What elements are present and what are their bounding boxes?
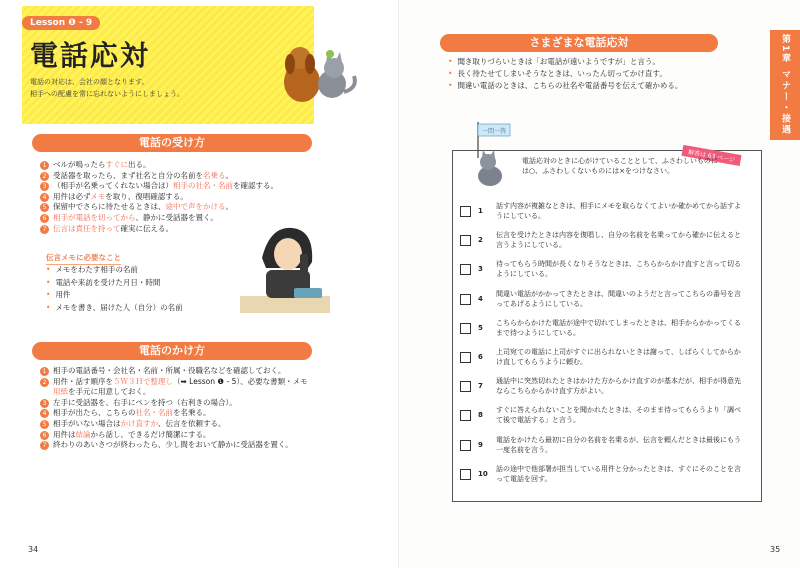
memo-requirements-list: [46, 264, 183, 314]
step-text: を取り、復唱確認する。: [105, 191, 188, 201]
question-text: こちらからかけた電話が途中で切れてしまったときは、相手からかかってくるまで待つようにしている。: [496, 318, 741, 337]
step-text: ベルが鳴ったら: [53, 160, 106, 169]
question-number: 5: [478, 323, 483, 332]
step-number: 4: [40, 409, 49, 418]
step-text: 。: [225, 202, 233, 212]
step-highlight: 社名・名前: [135, 408, 173, 418]
step-highlight: 途中で声をかける: [165, 202, 226, 212]
step-text: を名乗る。: [173, 408, 211, 418]
answer-checkbox[interactable]: [460, 410, 471, 421]
question-text: 電話をかけたら最初に自分の名前を名乗るが、伝言を頼んだときは最後にもう一度名前を言う。: [496, 435, 741, 454]
step-text: を手元に用意しておく。: [68, 387, 151, 397]
answer-checkbox[interactable]: [460, 352, 471, 363]
step-text: から話し、できるだけ簡潔にする。: [90, 429, 211, 439]
various-call-item: • 聞き取りづらいときは「お電話が遠いようですが」と言う。: [448, 56, 682, 68]
question-number: 8: [478, 411, 483, 420]
question-text: 通話中に突然切れたときはかけた方からかけ直すのが基本だが、相手が得意先ならこちらからかけ直す方がよい。: [496, 377, 741, 396]
step-highlight: すぐに: [105, 160, 128, 169]
step-number: 4: [40, 193, 49, 202]
office-worker-on-phone-illustration: [240, 218, 330, 313]
step-text: （➡ Lesson ❶ - 5）、必要な書類・メモ: [173, 376, 308, 386]
question-text: 話す内容が複雑なときは、相手にメモを取らなくてよいか確かめてから話すようにしている。: [496, 202, 741, 220]
step-number: 6: [40, 431, 49, 440]
step-text: 用件は: [53, 429, 76, 439]
various-calls-heading: さまざまな電話応対: [440, 34, 718, 52]
step-text: 受話器を取ったら、まず社名と自分の名前を: [53, 170, 203, 180]
lesson-desc-line-2: 相手への配慮を常に忘れないようにしましょう。: [30, 90, 184, 98]
question-text: 伝言を受けたときは内容を復唱し、自分の名前を名乗ってから確かに伝えると言うようにしている。: [496, 231, 741, 250]
answer-checkbox[interactable]: [460, 469, 471, 480]
step-item: [40, 419, 308, 430]
step-number: 6: [40, 214, 49, 223]
cat-with-flag-illustration: [472, 118, 518, 188]
question-number: 3: [478, 265, 483, 274]
step-text: を確認する。: [233, 181, 278, 191]
step-item: [40, 408, 308, 419]
step-item: [40, 160, 278, 171]
step-text: 確実に伝える。: [120, 223, 173, 233]
step-highlight: 相手の社名・名前: [173, 181, 233, 191]
step-item: [40, 202, 278, 213]
step-text: 左手に受話器を、右手にペンを持つ（右利きの場合）。: [53, 397, 237, 407]
dog-and-cat-illustration: [280, 40, 360, 110]
question-text: 上司宛ての電話に上司がすぐに出られないときは謝って、しばらくしてからかけ直してもらうように頼む。: [496, 348, 741, 366]
step-item: [40, 377, 308, 388]
step-number: 5: [40, 203, 49, 212]
step-item: [40, 171, 278, 182]
answer-checkbox[interactable]: [460, 206, 471, 217]
various-calls-list: [448, 56, 682, 92]
answer-checkbox[interactable]: [460, 381, 471, 392]
step-number: 7: [40, 441, 49, 450]
memo-item: • メモを書き、届けた人（自分）の名前: [46, 302, 183, 315]
question-number: 4: [478, 294, 483, 303]
step-text: 相手が出たら、こちらの: [53, 408, 136, 418]
step-number: 3: [40, 399, 49, 408]
memo-title: 伝言メモに必要なこと: [46, 252, 121, 265]
lesson-title: 電話応対: [30, 39, 151, 72]
answer-checkbox[interactable]: [460, 440, 471, 451]
step-text: 終わりのあいさつが終わったら、少し間をおいて静かに受話器を置く。: [53, 440, 293, 450]
chapter-tab: 第1章 マナー・接遇: [770, 30, 800, 140]
step-text: 、静かに受話器を置く。: [135, 212, 218, 222]
page-number-right: 35: [770, 545, 781, 554]
step-text: 、伝言を依頼する。: [158, 418, 226, 428]
step-text: （相手が名乗ってくれない場合は）: [53, 181, 173, 191]
receiving-heading: 電話の受け方: [32, 134, 312, 152]
step-text: 用件・話す順序を: [53, 376, 113, 386]
step-item: [40, 398, 308, 409]
memo-item: • 電話や来訪を受けた月日・時間: [46, 277, 183, 290]
memo-item: • 用件: [46, 289, 183, 302]
step-text: 用件は必ず: [53, 191, 91, 201]
step-item: [40, 430, 308, 441]
step-text: 相手の電話番号・会社名・名前・所属・役職名などを確認しておく。: [53, 366, 286, 375]
step-highlight: 相手が電話を切ってから: [53, 212, 136, 222]
step-number: 3: [40, 182, 49, 191]
step-number: 7: [40, 225, 49, 234]
question-number: 1: [478, 207, 483, 215]
step-highlight: 結論: [75, 429, 91, 439]
calling-steps-list: [40, 366, 308, 451]
question-text: 話の途中で他部署が担当している用件と分かったときは、すぐにそのことを言って電話を回す。: [496, 464, 741, 483]
step-text: 出る。: [128, 160, 151, 169]
step-highlight: 名乗る: [203, 170, 226, 180]
question-number: 6: [478, 353, 483, 361]
lesson-tag: Lesson ❶ - 9: [22, 16, 100, 30]
various-call-item: • 長く待たせてしまいそうなときは、いったん切ってかけ直す。: [448, 68, 682, 80]
step-highlight: 伝言は責任を持って: [53, 223, 121, 233]
step-highlight: メモ: [90, 191, 106, 201]
step-item: [40, 387, 308, 398]
step-number: 2: [40, 378, 49, 387]
answer-checkbox[interactable]: [460, 235, 471, 246]
step-highlight: かけ直すか: [120, 418, 158, 428]
step-number: 2: [40, 172, 49, 181]
step-highlight: 用紙: [53, 387, 68, 397]
step-text: 保留中でさらに待たせるときは、: [53, 202, 166, 212]
question-number: 2: [478, 236, 483, 245]
question-number: 10: [478, 469, 488, 478]
step-item: [40, 181, 278, 192]
calling-heading: 電話のかけ方: [32, 342, 312, 360]
quiz-instruction: 電話応対のときに心がけていることとして、ふさわしいものには○、ふさわしくないものには×をつけなさい。: [522, 157, 718, 175]
step-item: [40, 192, 278, 203]
step-number: 1: [40, 161, 49, 170]
answer-checkbox[interactable]: [460, 294, 471, 305]
question-text: すぐに答えられないことを聞かれたときは、そのまま待ってもらうより「調べて後で電話する」と言う。: [496, 406, 741, 425]
step-text: 相手がいない場合は: [53, 418, 121, 428]
step-highlight: ５Ｗ３Ｈで整理し: [113, 376, 173, 386]
question-text: 待ってもらう時間が長くなりそうなときは、こちらからかけ直すと言って切るようにしている。: [496, 260, 741, 279]
page-number-left: 34: [28, 545, 39, 554]
step-text: 。: [225, 170, 233, 180]
step-number: 5: [40, 420, 49, 429]
lesson-desc-line-1: 電話の対応は、会社の顔となります。: [30, 78, 149, 86]
various-call-item: • 間違い電話のときは、こちらの社名や電話番号を伝えて確かめる。: [448, 80, 682, 92]
lesson-description: [30, 76, 250, 100]
answer-page-tag: 解答は 63 ページ: [681, 145, 741, 166]
flag-label: 一問一答: [481, 128, 507, 135]
answer-checkbox[interactable]: [460, 264, 471, 275]
step-number: 1: [40, 367, 49, 376]
answer-checkbox[interactable]: [460, 323, 471, 334]
right-page: [400, 0, 800, 568]
step-item: [40, 366, 308, 377]
memo-item: • メモをわたす相手の名前: [46, 264, 183, 277]
question-number: 7: [478, 382, 483, 391]
question-text: 間違い電話がかかってきたときは、間違いのようだと言ってこちらの番号を言ってあげるようにしている。: [496, 289, 741, 308]
question-number: 9: [478, 440, 483, 449]
step-item: [40, 440, 308, 451]
